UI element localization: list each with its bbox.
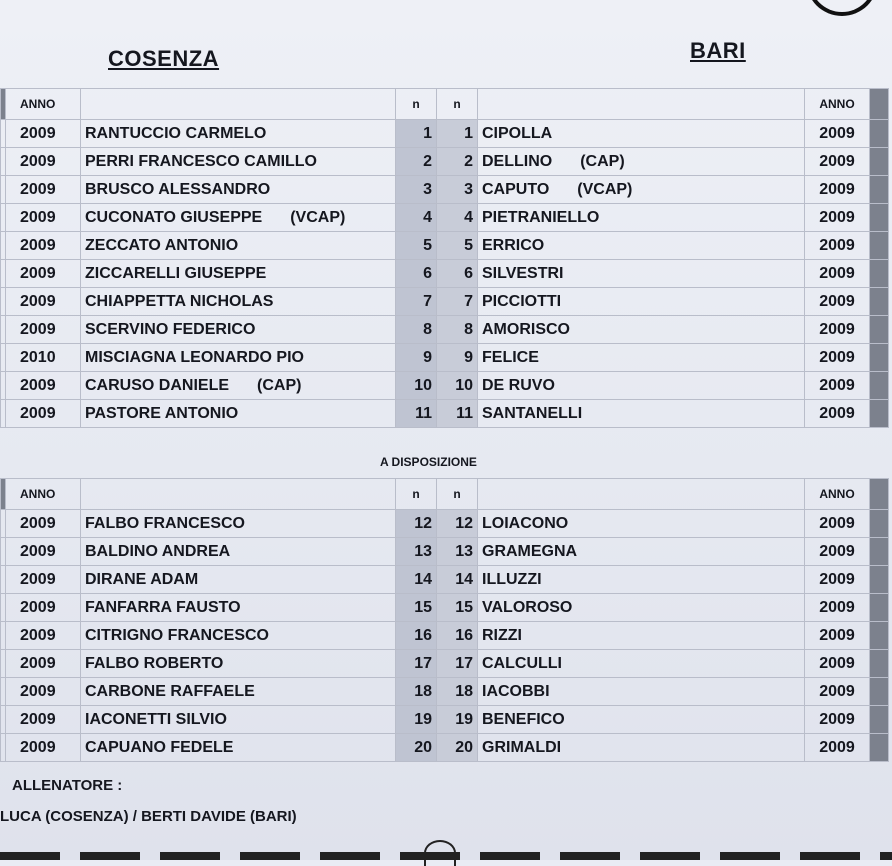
home-year	[6, 622, 81, 650]
home-player-name-text: RANTUCCIO CARMELO	[85, 124, 267, 142]
player-row	[1, 594, 889, 622]
away-player-name-text: DELLINO	[482, 152, 553, 170]
home-year	[6, 510, 81, 538]
away-shirt-number-text: 11	[456, 404, 473, 422]
away-year	[805, 288, 870, 316]
away-year	[805, 594, 870, 622]
away-player-name	[478, 260, 805, 288]
away-player-name	[478, 148, 805, 176]
away-shirt-number	[437, 510, 478, 538]
away-player-name	[478, 706, 805, 734]
coach-names: LUCA (COSENZA) / BERTI DAVIDE (BARI)	[0, 808, 297, 825]
home-player-name	[81, 148, 396, 176]
player-row	[1, 734, 889, 762]
player-row	[1, 650, 889, 678]
away-shirt-number-text: 15	[455, 598, 473, 616]
away-player-name	[478, 204, 805, 232]
home-player-name	[81, 510, 396, 538]
captain-tag: (CAP)	[257, 376, 302, 394]
home-player-name-text: FANFARRA FAUSTO	[85, 598, 241, 616]
away-shirt-number	[437, 678, 478, 706]
home-shirt-number-text: 12	[414, 514, 432, 532]
away-player-name	[478, 678, 805, 706]
home-player-name-text: ZICCARELLI GIUSEPPE	[85, 264, 267, 282]
bench-table	[0, 478, 889, 762]
away-player-name-text: ERRICO	[482, 236, 545, 254]
away-player-name-text: RIZZI	[482, 626, 522, 644]
home-shirt-number-text: 16	[414, 626, 432, 644]
home-year-text: 2009	[20, 570, 56, 588]
away-year	[805, 344, 870, 372]
captain-tag: (CAP)	[580, 152, 625, 170]
home-shirt-number	[396, 650, 437, 678]
away-shirt-number	[437, 538, 478, 566]
home-year-text: 2009	[20, 376, 56, 394]
home-player-name	[81, 400, 396, 428]
away-year	[805, 148, 870, 176]
away-player-name-text: GRAMEGNA	[482, 542, 578, 560]
home-player-name	[81, 538, 396, 566]
away-year-text: 2009	[819, 292, 855, 310]
away-year-text: 2009	[819, 208, 855, 226]
home-year-text: 2009	[20, 124, 56, 142]
home-player-name-text: CARUSO DANIELE	[85, 376, 230, 394]
away-player-name-text: IACOBBI	[482, 682, 550, 700]
home-player-name	[81, 260, 396, 288]
home-year-text: 2009	[20, 152, 56, 170]
home-player-name	[81, 176, 396, 204]
home-shirt-number	[396, 400, 437, 428]
away-player-name-text: VALOROSO	[482, 598, 573, 616]
home-player-name	[81, 594, 396, 622]
player-row	[1, 148, 889, 176]
away-player-name	[478, 622, 805, 650]
home-shirt-number	[396, 678, 437, 706]
coach-label: ALLENATORE :	[12, 777, 123, 794]
away-year-text: 2009	[819, 738, 855, 756]
home-shirt-number-text: 6	[423, 264, 432, 282]
away-shirt-number-text: 2	[464, 152, 473, 170]
home-shirt-number-text: 2	[423, 152, 432, 170]
away-shirt-number-text: 12	[455, 514, 473, 532]
home-shirt-number-text: 11	[415, 404, 432, 422]
away-year	[805, 176, 870, 204]
home-year-text: 2009	[20, 710, 56, 728]
player-row	[1, 566, 889, 594]
home-shirt-number	[396, 316, 437, 344]
home-year	[6, 344, 81, 372]
home-year-text: 2009	[20, 404, 56, 422]
home-team-title: COSENZA	[108, 46, 220, 71]
home-year-text: 2009	[20, 208, 56, 226]
home-player-name	[81, 678, 396, 706]
home-shirt-number	[396, 734, 437, 762]
home-player-name-text: CAPUANO FEDELE	[85, 738, 234, 756]
home-player-name	[81, 372, 396, 400]
away-year-text: 2009	[819, 404, 855, 422]
home-player-name-text: DIRANE ADAM	[85, 570, 199, 588]
home-year	[6, 566, 81, 594]
away-shirt-number-text: 16	[455, 626, 473, 644]
away-shirt-number	[437, 120, 478, 148]
home-player-name-text: FALBO ROBERTO	[85, 654, 224, 672]
away-player-name-text: CALCULLI	[482, 654, 562, 672]
away-shirt-number	[437, 622, 478, 650]
home-year	[6, 706, 81, 734]
away-shirt-number	[437, 316, 478, 344]
home-shirt-number-text: 5	[423, 236, 432, 254]
header-number-home: n	[396, 479, 437, 510]
away-shirt-number-text: 13	[455, 542, 473, 560]
home-year-text: 2009	[20, 320, 56, 338]
away-year-text: 2009	[819, 124, 855, 142]
home-player-name-text: SCERVINO FEDERICO	[85, 320, 256, 338]
home-player-name	[81, 316, 396, 344]
home-shirt-number	[396, 176, 437, 204]
home-player-name	[81, 120, 396, 148]
away-player-name-text: SILVESTRI	[482, 264, 564, 282]
home-year	[6, 260, 81, 288]
away-year-text: 2009	[819, 710, 855, 728]
home-year-text: 2009	[20, 738, 56, 756]
home-year	[6, 678, 81, 706]
home-player-name	[81, 706, 396, 734]
home-player-name-text: CITRIGNO FRANCESCO	[85, 626, 269, 644]
home-shirt-number-text: 20	[414, 738, 432, 756]
home-shirt-number-text: 10	[414, 376, 432, 394]
away-year-text: 2009	[819, 152, 855, 170]
home-player-name	[81, 204, 396, 232]
away-shirt-number-text: 6	[464, 264, 473, 282]
away-player-name-text: SANTANELLI	[482, 404, 583, 422]
away-year-text: 2009	[819, 682, 855, 700]
player-row	[1, 538, 889, 566]
club-logo-icon	[806, 0, 878, 16]
away-player-name	[478, 372, 805, 400]
table-header-row	[1, 89, 889, 120]
table-header-row	[1, 479, 889, 510]
home-shirt-number-text: 14	[414, 570, 432, 588]
home-player-name-text: CARBONE RAFFAELE	[85, 682, 255, 700]
away-year	[805, 622, 870, 650]
home-player-name-text: BALDINO ANDREA	[85, 542, 231, 560]
home-year	[6, 594, 81, 622]
away-player-name-text: FELICE	[482, 348, 539, 366]
away-year-text: 2009	[819, 376, 855, 394]
away-player-name-text: PIETRANIELLO	[482, 208, 600, 226]
home-year	[6, 288, 81, 316]
player-row	[1, 678, 889, 706]
captain-tag: (VCAP)	[290, 208, 346, 226]
away-shirt-number-text: 14	[455, 570, 473, 588]
home-year	[6, 232, 81, 260]
away-year	[805, 678, 870, 706]
home-year	[6, 204, 81, 232]
home-shirt-number-text: 18	[414, 682, 432, 700]
home-shirt-number-text: 3	[423, 180, 432, 198]
home-year	[6, 372, 81, 400]
home-shirt-number-text: 9	[423, 348, 432, 366]
away-year	[805, 260, 870, 288]
away-shirt-number	[437, 344, 478, 372]
away-shirt-number	[437, 566, 478, 594]
away-team-title: BARI	[690, 38, 746, 63]
home-shirt-number	[396, 344, 437, 372]
away-shirt-number-text: 7	[464, 292, 473, 310]
away-year-text: 2009	[819, 348, 855, 366]
away-shirt-number	[437, 650, 478, 678]
away-year-text: 2009	[819, 264, 855, 282]
home-year	[6, 176, 81, 204]
home-player-name	[81, 566, 396, 594]
away-shirt-number-text: 17	[455, 654, 473, 672]
away-year	[805, 510, 870, 538]
away-player-name-text: CAPUTO	[482, 180, 550, 198]
player-row	[1, 260, 889, 288]
home-player-name-text: ZECCATO ANTONIO	[85, 236, 239, 254]
away-shirt-number-text: 9	[464, 348, 473, 366]
home-player-name	[81, 622, 396, 650]
away-player-name	[478, 288, 805, 316]
header-year-home: ANNO	[6, 479, 81, 510]
home-player-name-text: FALBO FRANCESCO	[85, 514, 245, 532]
header-year-away: ANNO	[805, 89, 870, 120]
player-row	[1, 204, 889, 232]
player-row	[1, 622, 889, 650]
home-player-name-text: MISCIAGNA LEONARDO PIO	[85, 348, 304, 366]
player-row	[1, 120, 889, 148]
away-year	[805, 706, 870, 734]
away-year-text: 2009	[819, 180, 855, 198]
home-shirt-number	[396, 622, 437, 650]
home-shirt-number-text: 4	[423, 208, 432, 226]
bench-title: A DISPOSIZIONE	[380, 455, 477, 469]
home-shirt-number	[396, 204, 437, 232]
home-shirt-number	[396, 260, 437, 288]
away-shirt-number	[437, 706, 478, 734]
home-year	[6, 148, 81, 176]
away-shirt-number	[437, 372, 478, 400]
home-player-name	[81, 232, 396, 260]
header-year-home: ANNO	[6, 89, 81, 120]
away-year	[805, 400, 870, 428]
away-year-text: 2009	[819, 626, 855, 644]
away-shirt-number-text: 20	[455, 738, 473, 756]
away-shirt-number	[437, 400, 478, 428]
home-player-name	[81, 288, 396, 316]
away-year-text: 2009	[819, 514, 855, 532]
home-year-text: 2009	[20, 682, 56, 700]
away-year-text: 2009	[819, 570, 855, 588]
home-shirt-number-text: 15	[414, 598, 432, 616]
home-year	[6, 650, 81, 678]
away-shirt-number	[437, 594, 478, 622]
home-player-name-text: IACONETTI SILVIO	[85, 710, 227, 728]
home-year	[6, 538, 81, 566]
home-player-name	[81, 734, 396, 762]
home-shirt-number-text: 13	[414, 542, 432, 560]
away-shirt-number-text: 8	[464, 320, 473, 338]
header-number-away: n	[437, 479, 478, 510]
away-shirt-number-text: 4	[464, 208, 473, 226]
home-year	[6, 120, 81, 148]
away-year	[805, 120, 870, 148]
away-player-name	[478, 344, 805, 372]
home-year-text: 2009	[20, 542, 56, 560]
away-shirt-number	[437, 288, 478, 316]
header-number-home: n	[396, 89, 437, 120]
home-player-name	[81, 344, 396, 372]
away-player-name	[478, 232, 805, 260]
player-row	[1, 510, 889, 538]
home-year-text: 2009	[20, 598, 56, 616]
home-shirt-number	[396, 566, 437, 594]
away-player-name	[478, 650, 805, 678]
home-year-text: 2009	[20, 236, 56, 254]
home-year-text: 2010	[20, 348, 56, 366]
away-player-name	[478, 120, 805, 148]
home-shirt-number-text: 7	[423, 292, 432, 310]
away-player-name	[478, 400, 805, 428]
away-year	[805, 316, 870, 344]
away-year	[805, 650, 870, 678]
home-shirt-number-text: 19	[414, 710, 432, 728]
home-shirt-number-text: 1	[423, 124, 432, 142]
home-player-name-text: PERRI FRANCESCO CAMILLO	[85, 152, 317, 170]
player-row	[1, 232, 889, 260]
player-row	[1, 372, 889, 400]
home-shirt-number	[396, 706, 437, 734]
player-row	[1, 288, 889, 316]
home-player-name-text: CUCONATO GIUSEPPE	[85, 208, 263, 226]
away-shirt-number-text: 10	[455, 376, 473, 394]
header-number-away: n	[437, 89, 478, 120]
away-shirt-number	[437, 734, 478, 762]
home-player-name	[81, 650, 396, 678]
away-year	[805, 566, 870, 594]
home-shirt-number	[396, 510, 437, 538]
player-row	[1, 176, 889, 204]
away-player-name-text: ILLUZZI	[482, 570, 542, 588]
away-year	[805, 204, 870, 232]
home-year-text: 2009	[20, 514, 56, 532]
away-player-name	[478, 510, 805, 538]
starting-lineup-table	[0, 88, 889, 428]
home-shirt-number	[396, 594, 437, 622]
home-year-text: 2009	[20, 292, 56, 310]
away-year-text: 2009	[819, 542, 855, 560]
away-shirt-number	[437, 232, 478, 260]
away-year	[805, 232, 870, 260]
captain-tag: (VCAP)	[577, 180, 633, 198]
away-year	[805, 538, 870, 566]
home-shirt-number-text: 8	[423, 320, 432, 338]
home-year-text: 2009	[20, 654, 56, 672]
home-player-name-text: PASTORE ANTONIO	[85, 404, 239, 422]
away-shirt-number-text: 18	[455, 682, 473, 700]
home-player-name-text: BRUSCO ALESSANDRO	[85, 180, 271, 198]
player-row	[1, 400, 889, 428]
away-player-name-text: AMORISCO	[482, 320, 570, 338]
away-player-name-text: LOIACONO	[482, 514, 569, 532]
away-player-name-text: PICCIOTTI	[482, 292, 562, 310]
ball-logo-icon	[424, 840, 456, 866]
away-year-text: 2009	[819, 654, 855, 672]
away-shirt-number-text: 3	[464, 180, 473, 198]
away-player-name	[478, 734, 805, 762]
away-shirt-number	[437, 204, 478, 232]
away-player-name-text: BENEFICO	[482, 710, 565, 728]
player-row	[1, 316, 889, 344]
home-year-text: 2009	[20, 264, 56, 282]
away-shirt-number-text: 5	[464, 236, 473, 254]
home-year	[6, 316, 81, 344]
home-shirt-number	[396, 120, 437, 148]
away-shirt-number	[437, 260, 478, 288]
away-player-name-text: DE RUVO	[482, 376, 555, 394]
away-player-name	[478, 538, 805, 566]
away-year	[805, 734, 870, 762]
away-year-text: 2009	[819, 320, 855, 338]
home-shirt-number	[396, 148, 437, 176]
header-year-away: ANNO	[805, 479, 870, 510]
home-shirt-number	[396, 232, 437, 260]
away-player-name	[478, 594, 805, 622]
home-year-text: 2009	[20, 180, 56, 198]
player-row	[1, 344, 889, 372]
away-year-text: 2009	[819, 236, 855, 254]
away-player-name	[478, 316, 805, 344]
away-shirt-number	[437, 148, 478, 176]
away-player-name	[478, 566, 805, 594]
away-player-name	[478, 176, 805, 204]
home-year	[6, 400, 81, 428]
home-year	[6, 734, 81, 762]
away-shirt-number-text: 1	[464, 124, 473, 142]
away-shirt-number	[437, 176, 478, 204]
home-shirt-number	[396, 538, 437, 566]
home-player-name-text: CHIAPPETTA NICHOLAS	[85, 292, 274, 310]
home-shirt-number-text: 17	[414, 654, 432, 672]
player-row	[1, 706, 889, 734]
away-shirt-number-text: 19	[455, 710, 473, 728]
away-player-name-text: CIPOLLA	[482, 124, 553, 142]
away-year	[805, 372, 870, 400]
home-shirt-number	[396, 288, 437, 316]
home-shirt-number	[396, 372, 437, 400]
away-player-name-text: GRIMALDI	[482, 738, 562, 756]
home-year-text: 2009	[20, 626, 56, 644]
away-year-text: 2009	[819, 598, 855, 616]
